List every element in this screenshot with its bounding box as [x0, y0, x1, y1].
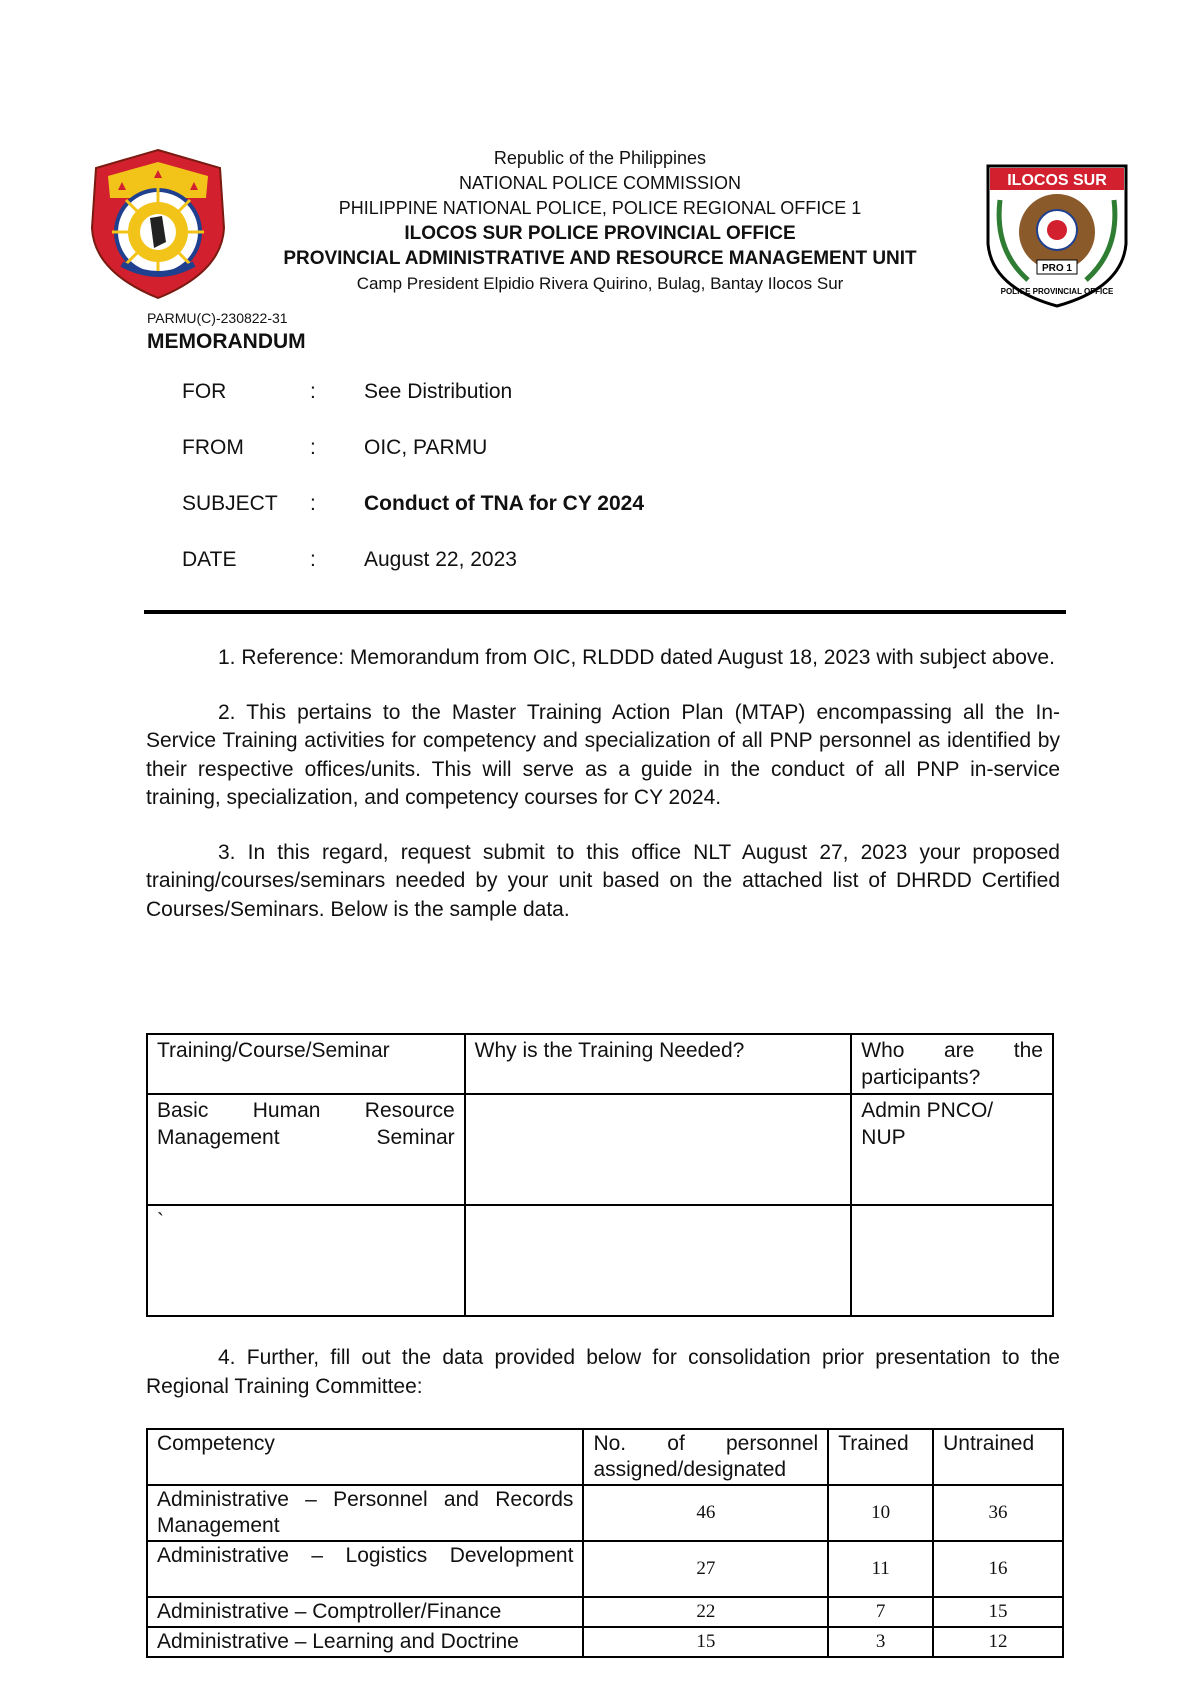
table-cell: 27: [583, 1541, 828, 1597]
memo-title: MEMORANDUM: [147, 330, 306, 353]
table-row: [147, 1205, 1053, 1316]
header-pnp-pro1: PHILIPPINE NATIONAL POLICE, POLICE REGIONAL OFFICE 1: [338, 198, 862, 218]
table-row: [147, 1541, 1063, 1597]
table-cell: 16: [933, 1541, 1063, 1597]
table-cell: `: [147, 1205, 465, 1316]
cell-text: Administrative – Logistics Development: [157, 1544, 574, 1567]
memo-colon: :: [310, 436, 316, 459]
divider-rule: [144, 610, 1066, 614]
table-header-cell: Why is the Training Needed?: [465, 1034, 852, 1094]
table-cell: [851, 1205, 1053, 1316]
table-cell: 7: [828, 1597, 933, 1627]
paragraph-4: 4. Further, fill out the data provided below for consolidation prior presentation to the Regional Training Committee:: [146, 1346, 1060, 1398]
memo-label: DATE: [182, 548, 237, 571]
training-needs-table: [146, 1033, 1054, 1317]
table-header-row: [147, 1429, 1063, 1485]
memo-reference-code: PARMU(C)-230822-31: [147, 310, 288, 326]
logo-ring-text: POLICE PROVINCIAL OFFICE: [1000, 287, 1114, 296]
memo-value: August 22, 2023: [364, 548, 517, 571]
memo-body: [146, 644, 1060, 950]
table-row: [147, 1094, 1053, 1205]
header-address: Camp President Elpidio Rivera Quirino, Bulag, Bantay Ilocos Sur: [356, 274, 844, 293]
table-header-cell: Trained: [828, 1429, 933, 1485]
table-cell: Admin PNCO/ NUP: [851, 1094, 1053, 1205]
memo-colon: :: [310, 548, 316, 571]
table-header-cell: Untrained: [933, 1429, 1063, 1485]
table-cell: [465, 1205, 852, 1316]
memo-value: See Distribution: [364, 380, 513, 403]
table-header-cell: [851, 1034, 1053, 1094]
table-cell: 46: [583, 1485, 828, 1541]
table-header-cell: Training/Course/Seminar: [147, 1034, 465, 1094]
memo-label: FROM: [182, 436, 244, 459]
table-cell: Administrative – Learning and Doctrine: [147, 1627, 583, 1657]
paragraph-2: 2. This pertains to the Master Training Action Plan (MTAP) encompassing all the In-Service Training activities for competency and specialization of all PNP personnel as identified by their respective offices/units. This will serve as a guide in the conduct of all PNP in-service training, specialization, and competency courses for CY 2024.: [146, 700, 1060, 809]
table-cell: 12: [933, 1627, 1063, 1657]
header-napolcom: NATIONAL POLICE COMMISSION: [458, 173, 742, 193]
table-cell: 3: [828, 1627, 933, 1657]
table-row: [147, 1597, 1063, 1627]
memo-label: SUBJECT: [182, 492, 278, 515]
table-cell: [147, 1094, 465, 1205]
paragraph-1: 1. Reference: Memorandum from OIC, RLDDD dated August 18, 2023 with subject above.: [218, 646, 1055, 669]
memo-colon: :: [310, 380, 316, 403]
table-cell: 15: [583, 1627, 828, 1657]
table-row: [147, 1627, 1063, 1657]
table-cell: 36: [933, 1485, 1063, 1541]
header-parmu: PROVINCIAL ADMINISTRATIVE AND RESOURCE MANAGEMENT UNIT: [283, 248, 917, 269]
logo-pro1-text: PRO 1: [1041, 263, 1073, 274]
memo-colon: :: [310, 492, 316, 515]
cell-text: Administrative – Personnel and Records Management: [157, 1488, 574, 1537]
table-row: [147, 1485, 1063, 1541]
table-header-cell: Competency: [147, 1429, 583, 1485]
table-header-row: [147, 1034, 1053, 1094]
table-cell: 11: [828, 1541, 933, 1597]
header-ppo: ILOCOS SUR POLICE PROVINCIAL OFFICE: [404, 223, 796, 244]
table-cell: [465, 1094, 852, 1205]
memo-value: OIC, PARMU: [364, 436, 488, 459]
header-text: Who are the participants?: [861, 1039, 1043, 1089]
table-cell: 15: [933, 1597, 1063, 1627]
table-header-cell: [583, 1429, 828, 1485]
header-republic: Republic of the Philippines: [493, 148, 707, 168]
logo-banner-text: ILOCOS SUR: [1007, 172, 1107, 189]
table-cell: [147, 1541, 583, 1597]
header-text: No. of personnel assigned/designated: [593, 1432, 819, 1481]
ilocos-sur-ppo-logo: [982, 160, 1132, 310]
memo-label: FOR: [182, 380, 227, 403]
table-cell: 22: [583, 1597, 828, 1627]
cell-text: Basic Human Resource Management Seminar: [157, 1099, 455, 1149]
letterhead: [200, 146, 1000, 296]
table-cell: 10: [828, 1485, 933, 1541]
memo-value: Conduct of TNA for CY 2024: [364, 492, 645, 515]
table-cell: [147, 1485, 583, 1541]
table-cell: Administrative – Comptroller/Finance: [147, 1597, 583, 1627]
competency-table: [146, 1428, 1064, 1658]
paragraph-3: 3. In this regard, request submit to this office NLT August 27, 2023 your proposed training/courses/seminars needed by your unit based on the attached list of DHRDD Certified Courses/Seminars. Below is the sample data.: [146, 840, 1060, 921]
